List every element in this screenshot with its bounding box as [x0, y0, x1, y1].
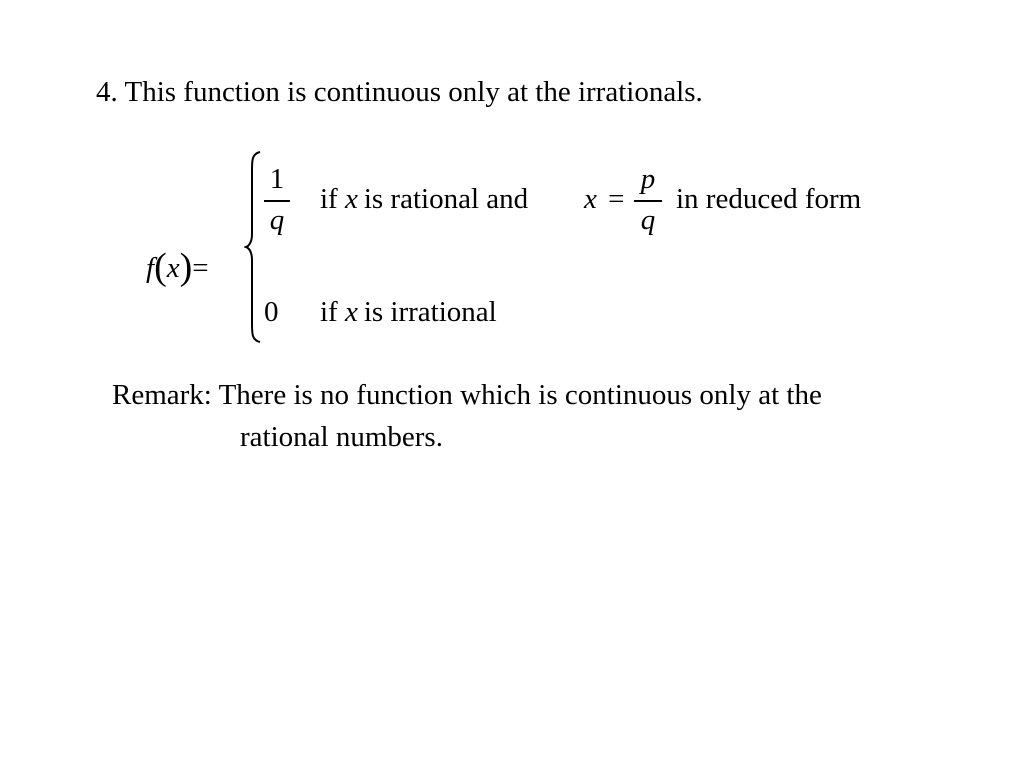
case1-p: p [640, 163, 656, 195]
case1-fraction-bar [264, 200, 290, 202]
remark [112, 374, 822, 458]
left-brace [244, 150, 264, 344]
case1-numerator: 1 [269, 163, 285, 195]
case1-if: if [320, 183, 338, 215]
case2-if: if [320, 296, 338, 328]
equation-lhs [146, 243, 209, 287]
case2-condition [320, 296, 497, 329]
heading: 4. This function is continuous only at the irrationals. [96, 76, 703, 108]
case1-pq-fraction [634, 165, 662, 235]
case1-x2: x [584, 183, 597, 215]
lhs-open-paren: ( [154, 246, 167, 288]
case2-condition-text: is irrational [363, 296, 497, 328]
case1-condition [320, 183, 528, 216]
case1-x-equals [584, 183, 624, 216]
case2-value: 0 [264, 296, 279, 328]
remark-line2: rational numbers. [240, 421, 443, 453]
case1-q: q [640, 203, 656, 236]
lhs-function: f [146, 252, 155, 284]
case1-tail: in reduced form [676, 183, 862, 215]
case1-condition-text: is rational and [363, 183, 529, 215]
lhs-variable: x [166, 252, 180, 284]
case1-var: x [344, 183, 358, 215]
case2-var: x [344, 296, 358, 328]
case1-eq: = [608, 183, 625, 215]
remark-line1: Remark: There is no function which is continuous only at the [112, 379, 822, 411]
case1-pq-bar [634, 200, 662, 202]
lhs-equals: = [192, 252, 209, 284]
case1-denominator: q [269, 203, 285, 236]
lhs-close-paren: ) [179, 246, 193, 288]
case1-fraction [264, 165, 290, 235]
